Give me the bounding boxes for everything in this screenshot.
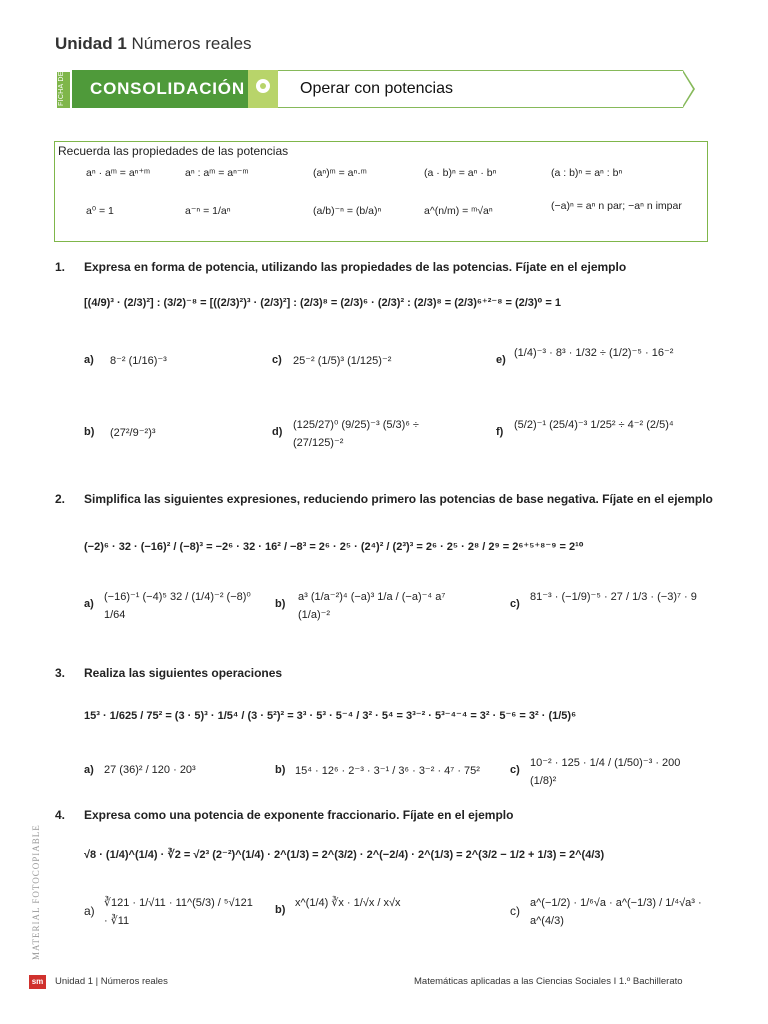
exercise-1-c-label: c) [272,354,282,366]
ribbon-icon-block [248,70,278,108]
unit-name: Números reales [131,34,252,53]
exercise-3-statement: Realiza las siguientes operaciones [84,666,283,680]
rule-quotient: aⁿ : aᵐ = aⁿ⁻ᵐ [185,167,249,179]
exercise-3-c-expr: 10⁻² · 125 · 1/4 / (1/50)⁻³ · 200 (1/8)² [530,757,681,787]
footer-unit-name: Números reales [100,976,168,987]
exercise-3-c-label: c) [510,764,520,776]
exercise-4-b-expr: x^(1/4) ∛x · 1/√x / x√x [295,897,401,909]
exercise-4-statement: Expresa como una potencia de exponente fraccionario. Fíjate en el ejemplo [84,808,514,822]
rule-fractional-exponent: a^(n/m) = ᵐ√aⁿ [424,205,493,217]
rule-negative-base: (−a)ⁿ = aⁿ n par; −aⁿ n impar [551,200,682,212]
footer-separator: | [95,976,101,987]
unit-number: Unidad 1 [55,34,127,53]
publisher-logo: sm [29,975,46,989]
exercise-4-a-label: a) [84,904,95,918]
exercise-1-b-expr: (27²/9⁻²)³ [110,427,156,439]
exercise-2-example: (−2)⁶ · 32 · (−16)² / (−8)³ = −2⁶ · 32 · 16² / −8³ = 2⁶ · 2⁵ · (2⁴)² / (2³)³ = 2⁶ · 2⁵ · 2⁸ / 2⁹ = 2⁶⁺⁵⁺⁸⁻⁹ = 2¹⁰ [84,541,584,553]
ficha-tag-label: FICHA DE [58,71,65,106]
gear-icon [256,79,270,93]
topic-title: Operar con potencias [300,80,453,97]
rule-power-of-power: (aⁿ)ᵐ = aⁿ·ᵐ [313,167,367,179]
exercise-1-statement: Expresa en forma de potencia, utilizando las propiedades de las potencias. Fíjate en el ejemplo [84,260,627,274]
footer-course: Matemáticas aplicadas a las Ciencias Sociales I 1.º Bachillerato [414,976,683,987]
exercise-3-b-label: b) [275,764,286,776]
exercise-4-a-expr: ∛121 · 1/√11 · 11^(5/3) / ⁵√121 · ∛11 [104,897,253,927]
exercise-2-statement: Simplifica las siguientes expresiones, reduciendo primero las potencias de base negativa. Fíjate en el ejemplo [84,492,713,506]
exercise-4-c-label: c) [510,904,520,918]
unit-heading [55,34,252,54]
section-label: CONSOLIDACIÓN [90,79,245,98]
exercise-1-d-expr: (125/27)⁰ (9/25)⁻³ (5/3)⁶ ÷ (27/125)⁻² [293,419,419,449]
rule-negative-exponent: a⁻ⁿ = 1/aⁿ [185,205,231,217]
rule-product: aⁿ · aᵐ = aⁿ⁺ᵐ [86,167,151,179]
topic-box [278,70,683,108]
exercise-2-b-expr: a³ (1/a⁻²)⁴ (−a)³ 1/a / (−a)⁻⁴ a⁷ (1/a)⁻² [298,591,446,621]
exercise-3-number: 3. [55,666,66,680]
exercise-4-c-expr: a^(−1/2) · 1/⁶√a · a^(−1/3) / 1/⁴√a³ · a^(4/3) [530,897,702,927]
exercise-4-b-label: b) [275,904,286,916]
rule-quotient-power: (a : b)ⁿ = aⁿ : bⁿ [551,167,623,179]
exercise-1-b-label: b) [84,426,95,438]
exercise-2-a-expr: (−16)⁻¹ (−4)⁵ 32 / (1/4)⁻² (−8)⁰ 1/64 [104,591,251,621]
ficha-tag [57,72,70,108]
exercise-1-example: [(4/9)³ · (2/3)²] : (3/2)⁻⁸ = [((2/3)²)³ · (2/3)²] : (2/3)⁸ = (2/3)⁶ · (2/3)² : (2/3)⁸ = (2/3)⁶⁺²⁻⁸ = (2/3)⁰ = 1 [84,297,562,309]
exercise-3-a-expr: 27 (36)² / 120 · 20³ [104,764,196,776]
rule-inverse-fraction: (a/b)⁻ⁿ = (b/a)ⁿ [313,205,382,217]
exercise-4-example: √8 · (1/4)^(1/4) · ∛2 = √2³ (2⁻²)^(1/4) · 2^(1/3) = 2^(3/2) · 2^(−2/4) · 2^(1/3) = 2^(3/2 − 1/2 + 1/3) = 2^(4/3) [84,849,605,861]
exercise-3-b-expr: 15⁴ · 12⁶ · 2⁻³ · 3⁻¹ / 3⁶ · 3⁻² · 4⁷ · 75² [295,765,480,777]
exercise-2-number: 2. [55,492,66,506]
reminder-title: Recuerda las propiedades de las potencias [58,144,289,158]
exercise-1-a-label: a) [84,354,94,366]
footer-unit-number: Unidad 1 [55,976,94,987]
exercise-3-a-label: a) [84,764,94,776]
exercise-1-f-label: f) [496,426,504,438]
exercise-2-c-label: c) [510,598,520,610]
exercise-1-a-expr: 8⁻² (1/16)⁻³ [110,355,167,367]
exercise-1-number: 1. [55,260,66,274]
section-ribbon [72,70,248,108]
exercise-2-c-expr: 81⁻³ · (−1/9)⁻⁵ · 27 / 1/3 · (−3)⁷ · 9 [530,591,697,603]
exercise-2-a-label: a) [84,598,94,610]
exercise-1-c-expr: 25⁻² (1/5)³ (1/125)⁻² [293,355,392,367]
exercise-1-e-label: e) [496,354,506,366]
exercise-1-d-label: d) [272,426,283,438]
topic-arrow-inner [682,71,693,107]
rule-zero-exponent: a⁰ = 1 [86,205,114,217]
exercise-4-number: 4. [55,808,66,822]
exercise-1-f-expr: (5/2)⁻¹ (25/4)⁻³ 1/25² ÷ 4⁻² (2/5)⁴ [514,419,674,431]
exercise-3-example: 15³ · 1/625 / 75² = (3 · 5)³ · 1/5⁴ / (3 · 5²)² = 3³ · 5³ · 5⁻⁴ / 3² · 5⁴ = 3³⁻² · 5³⁻⁴⁻⁴ = 3² · 5⁻⁶ = 3² · (1/5)⁶ [84,710,577,722]
footer-unit [55,976,168,987]
exercise-2-b-label: b) [275,598,286,610]
photocopy-notice: MATERIAL FOTOCOPIABLE [31,824,41,960]
exercise-1-e-expr: (1/4)⁻³ · 8³ · 1/32 ÷ (1/2)⁻⁵ · 16⁻² [514,347,674,359]
rule-product-power: (a · b)ⁿ = aⁿ · bⁿ [424,167,497,179]
